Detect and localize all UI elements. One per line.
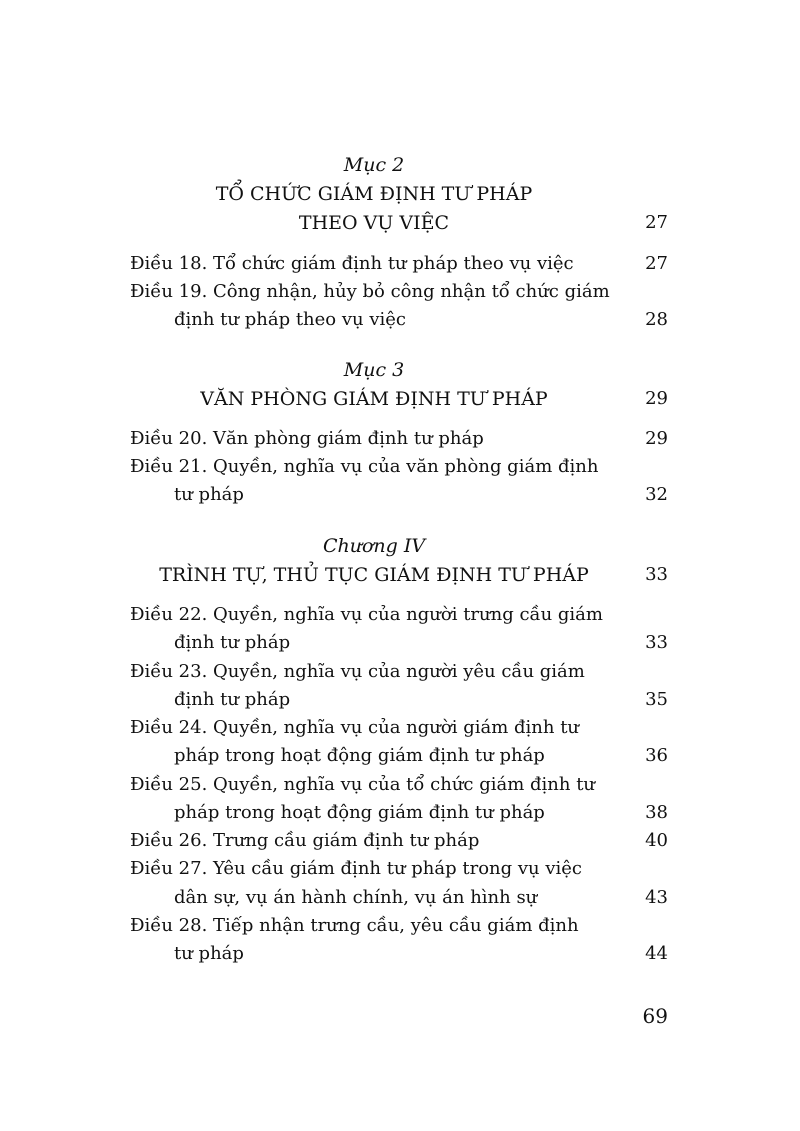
toc-entry-line: Điều 28. Tiếp nhận trưng cầu, yêu cầu giám định [130,915,579,936]
section-title-line: THEO VỤ VIỆC [298,212,450,234]
toc-entry-page: 29 [645,428,668,449]
toc-entry-page: 40 [645,830,668,851]
toc-entry-page: 32 [645,484,668,505]
toc-entry-continuation: pháp trong hoạt động giám định tư pháp [174,745,545,766]
toc-entry-line: Điều 18. Tổ chức giám định tư pháp theo vụ việc [130,253,574,274]
section-page-number: 33 [645,564,668,585]
toc-entry-line: Điều 26. Trưng cầu giám định tư pháp [130,830,480,851]
toc-entry-line: Điều 27. Yêu cầu giám định tư pháp trong vụ việc [130,858,583,879]
section-label: Mục 3 [343,359,405,381]
toc-entry-line: Điều 24. Quyền, nghĩa vụ của người giám định tư [130,717,580,738]
toc-entry-line: Điều 23. Quyền, nghĩa vụ của người yêu cầu giám [130,661,585,682]
section-label: Mục 2 [343,154,405,176]
section-page-number: 29 [645,388,668,409]
toc-entry-continuation: định tư pháp theo vụ việc [174,309,407,330]
toc-entry-line: Điều 22. Quyền, nghĩa vụ của người trưng cầu giám [130,604,603,625]
toc-entry-continuation: pháp trong hoạt động giám định tư pháp [174,802,545,823]
toc-entry-continuation: dân sự, vụ án hành chính, vụ án hình sự [174,887,538,908]
toc-entry-page: 43 [645,887,668,908]
toc-entry-continuation: định tư pháp [174,632,291,653]
page-number: 69 [642,1004,668,1028]
chapter-label: Chương IV [322,535,426,557]
toc-entry-line: Điều 21. Quyền, nghĩa vụ của văn phòng giám định [130,456,599,477]
toc-entry-line: Điều 20. Văn phòng giám định tư pháp [130,428,484,449]
section-title-line: TỔ CHỨC GIÁM ĐỊNH TƯ PHÁP [215,183,533,205]
toc-entry-page: 33 [645,632,668,653]
toc-entry-page: 44 [645,943,668,964]
toc-entry-continuation: định tư pháp [174,689,291,710]
toc-entry-page: 28 [645,309,668,330]
toc-entry-page: 35 [645,689,668,710]
toc-entry-line: Điều 25. Quyền, nghĩa vụ của tổ chức giám định tư [130,774,596,795]
section-page-number: 27 [645,212,668,233]
toc-entry-page: 27 [645,253,668,274]
toc-entry-page: 38 [645,802,668,823]
toc-entry-page: 36 [645,745,668,766]
toc-entry-line: Điều 19. Công nhận, hủy bỏ công nhận tổ chức giám [130,281,610,302]
section-title-line: VĂN PHÒNG GIÁM ĐỊNH TƯ PHÁP [200,388,548,410]
toc-entry-continuation: tư pháp [174,943,244,964]
toc-entry-continuation: tư pháp [174,484,244,505]
section-title-line: TRÌNH TỰ, THỦ TỤC GIÁM ĐỊNH TƯ PHÁP [159,564,589,586]
